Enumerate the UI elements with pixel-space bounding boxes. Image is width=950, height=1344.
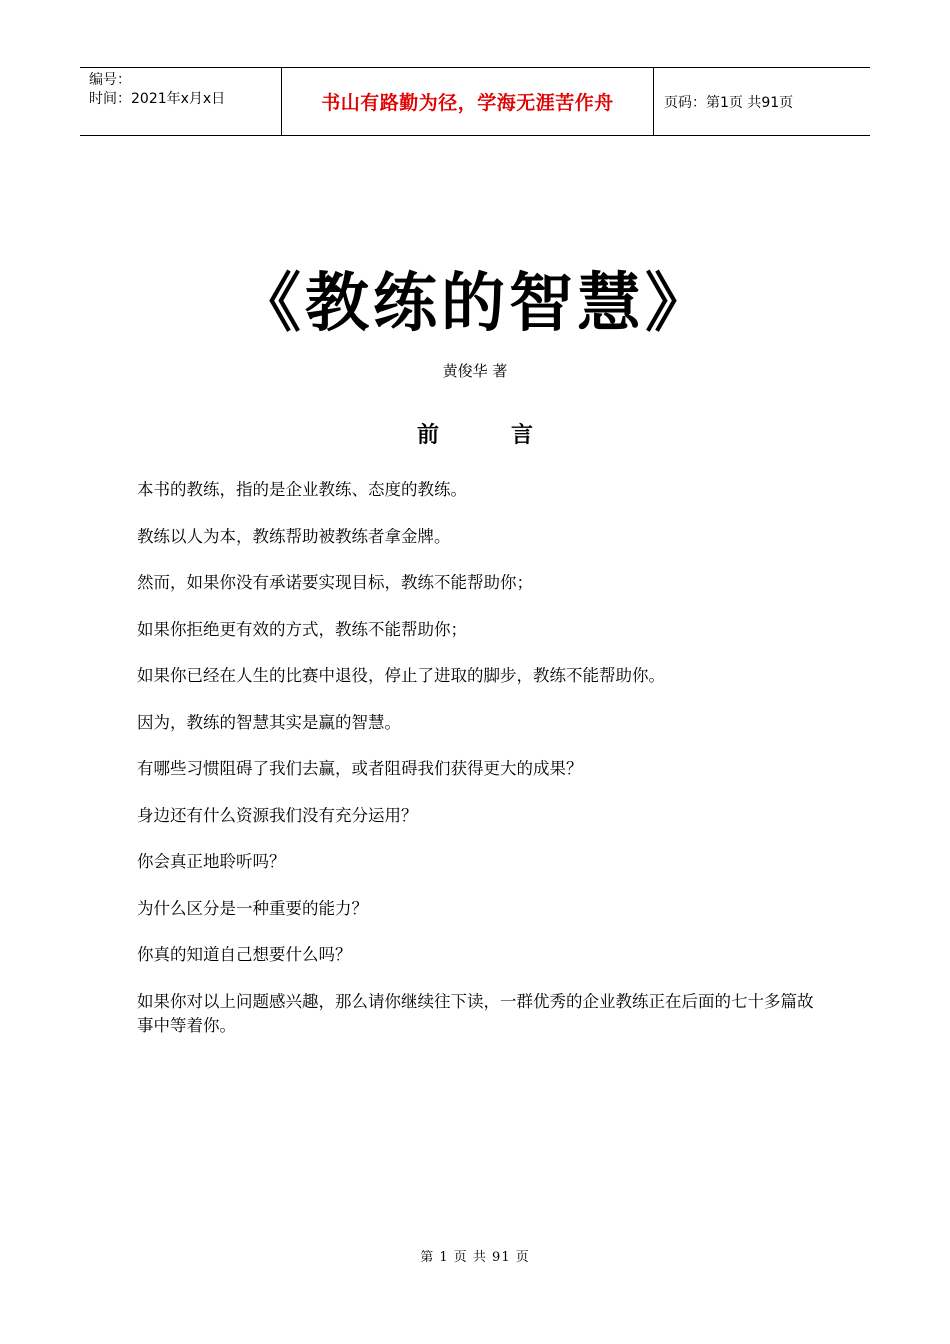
page-footer: 第 1 页 共 91 页 xyxy=(420,1250,530,1265)
paragraph: 如果你对以上问题感兴趣，那么请你继续往下读，一群优秀的企业教练正在后面的七十多篇故事中等着你。 xyxy=(137,991,814,1035)
preface-body xyxy=(137,478,817,1060)
header-table xyxy=(80,67,870,136)
paragraph: 教练以人为本，教练帮助被教练者拿金牌。 xyxy=(137,526,451,546)
paragraph: 你会真正地聆听吗？ xyxy=(137,852,286,871)
paragraph: 有哪些习惯阻碍了我们去赢，或者阻碍我们获得更大的成果？ xyxy=(137,759,583,778)
paragraph: 如果你已经在人生的比赛中退役，停止了进取的脚步，教练不能帮助你。 xyxy=(137,666,665,685)
paragraph: 你真的知道自己想要什么吗？ xyxy=(137,945,352,964)
header-motto-cell xyxy=(282,68,654,135)
header-meta-cell xyxy=(80,68,282,135)
paragraph: 身边还有什么资源我们没有充分运用？ xyxy=(137,805,418,825)
paragraph: 为什么区分是一种重要的能力？ xyxy=(137,898,368,918)
serial-label: 编号： xyxy=(89,72,131,88)
paragraph: 本书的教练，指的是企业教练、态度的教练。 xyxy=(137,480,467,499)
preface-heading-right: 言 xyxy=(511,423,534,448)
book-title: 《教练的智慧》 xyxy=(237,266,713,341)
header-page-cell xyxy=(654,68,870,135)
paragraph: 如果你拒绝更有效的方式，教练不能帮助你； xyxy=(137,619,467,639)
preface-heading xyxy=(0,418,950,449)
motto-text: 书山有路勤为径，学海无涯苦作舟 xyxy=(321,92,614,114)
paragraph: 因为，教练的智慧其实是赢的智慧。 xyxy=(137,712,401,732)
author-line: 黄俊华 著 xyxy=(442,362,508,380)
page-info: 页码：第1页 共91页 xyxy=(664,94,794,111)
preface-heading-left: 前 xyxy=(416,423,439,448)
paragraph: 然而，如果你没有承诺要实现目标，教练不能帮助你； xyxy=(137,573,533,592)
time-label: 时间：2021年x月x日 xyxy=(89,91,226,107)
